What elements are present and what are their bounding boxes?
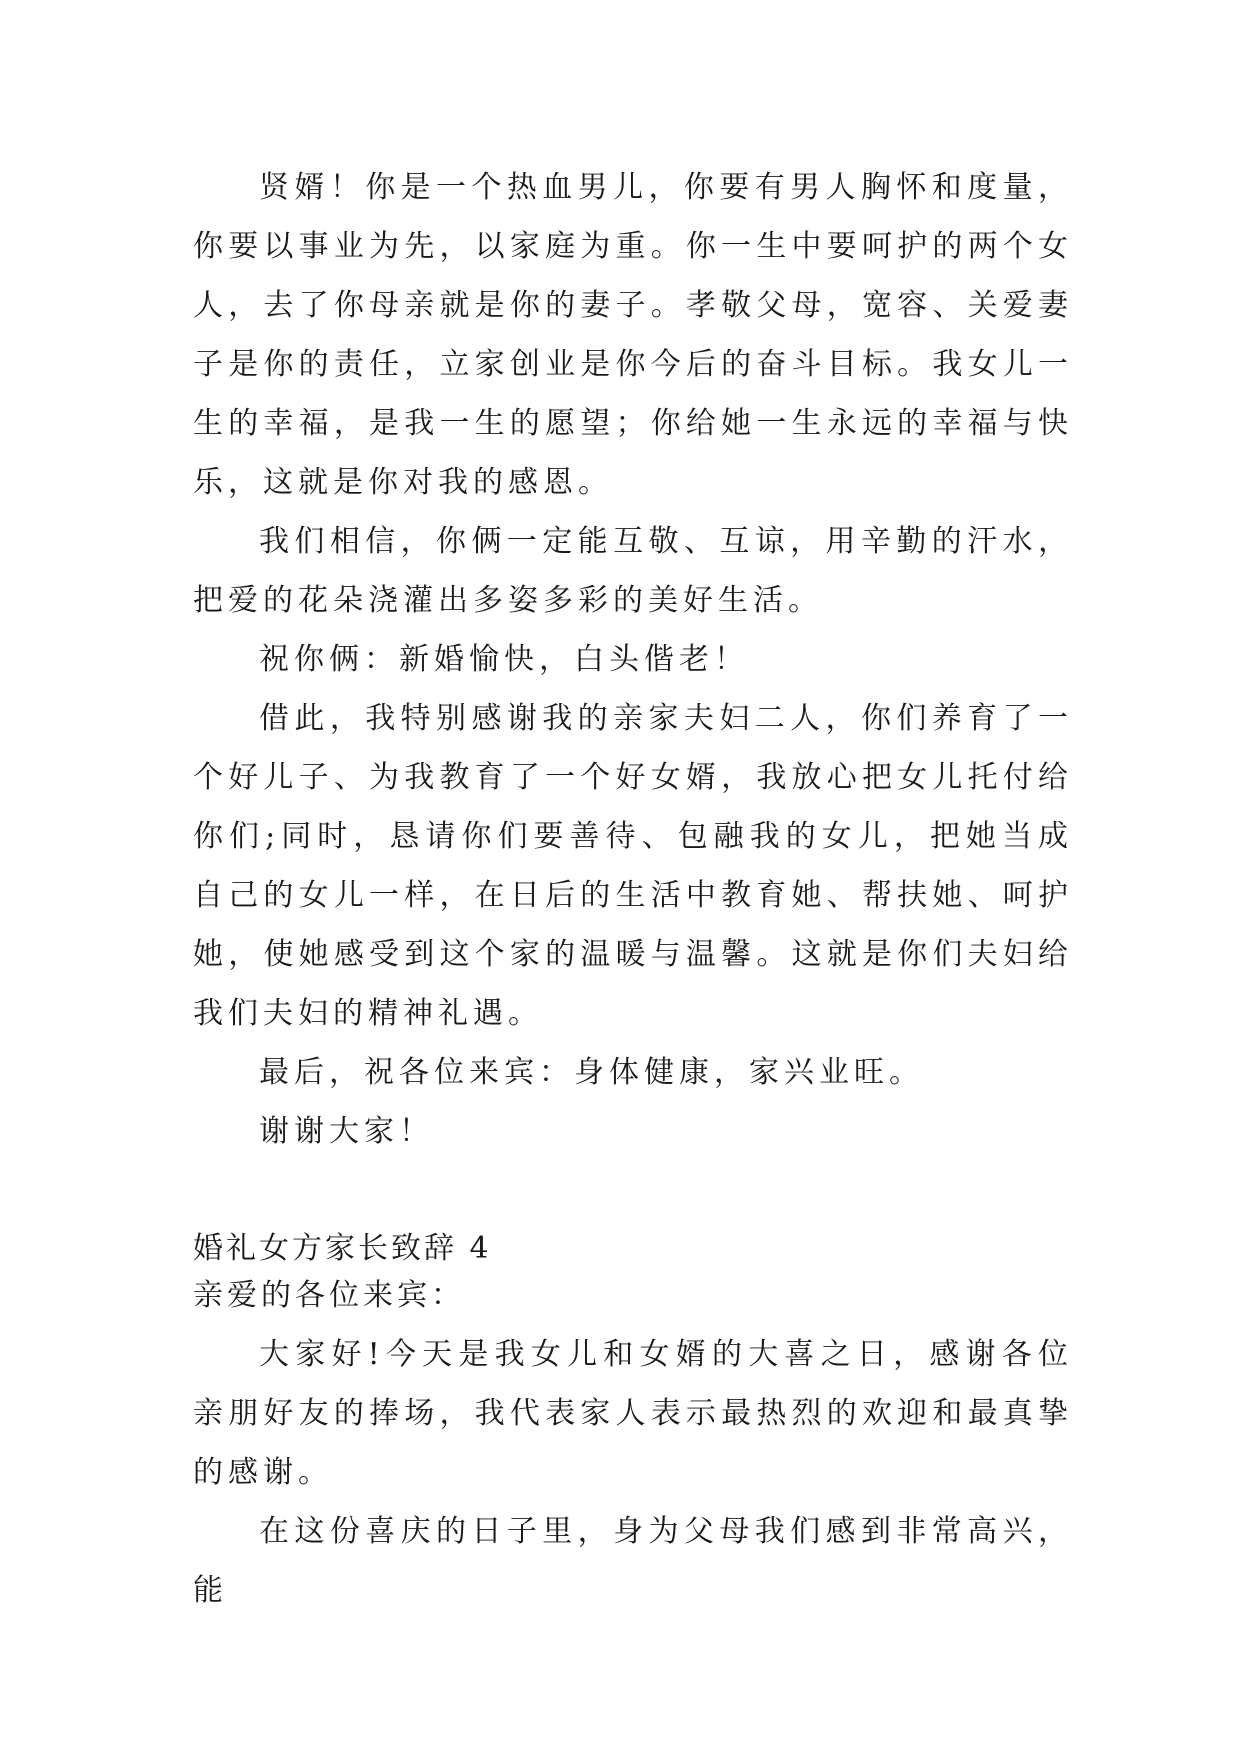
speech-section-4-heading — [193, 1225, 1073, 1319]
salutation: 亲爱的各位来宾： — [193, 1278, 465, 1313]
paragraph-congratulation: 祝你俩：新婚愉快，白头偕老！ — [259, 642, 749, 677]
paragraph-thanks-to-in-laws: 借此，我特别感谢我的亲家夫妇二人，你们养育了一个好儿子、为我教育了一个好女婿，我放心把女儿托付给你们;同时，恳请你们要善待、包融我的女儿，把她当成自己的女儿一样，在日后的生活中教育她、帮扶她、呵护她，使她感受到这个家的温暖与温馨。这就是你们夫妇给我们夫妇的精神礼遇。 — [193, 701, 1073, 1031]
paragraph-closing-thanks: 谢谢大家！ — [259, 1114, 434, 1149]
paragraph-continued: 在这份喜庆的日子里，身为父母我们感到非常高兴，能 — [193, 1514, 1073, 1608]
paragraph-blessing-wish: 我们相信，你俩一定能互敬、互谅，用辛勤的汗水，把爱的花朵浇灌出多姿多彩的美好生活。 — [193, 524, 1073, 618]
speech-section-3-body — [193, 158, 1073, 1161]
paragraph-greeting: 大家好!今天是我女儿和女婿的大喜之日，感谢各位亲朋好友的捧场，我代表家人表示最热烈的欢迎和最真挚的感谢。 — [193, 1337, 1073, 1490]
section-title: 婚礼女方家长致辞 4 — [193, 1231, 492, 1266]
speech-section-4-body — [193, 1325, 1073, 1620]
paragraph-advice-to-son-in-law: 贤婿！你是一个热血男儿，你要有男人胸怀和度量，你要以事业为先，以家庭为重。你一生中要呵护的两个女人，去了你母亲就是你的妻子。孝敬父母，宽容、关爱妻子是你的责任，立家创业是你今后的奋斗目标。我女儿一生的幸福，是我一生的愿望；你给她一生永远的幸福与快乐，这就是你对我的感恩。 — [193, 170, 1073, 500]
paragraph-wishes-to-guests: 最后，祝各位来宾：身体健康，家兴业旺。 — [259, 1055, 924, 1090]
document-content — [193, 158, 1073, 1620]
